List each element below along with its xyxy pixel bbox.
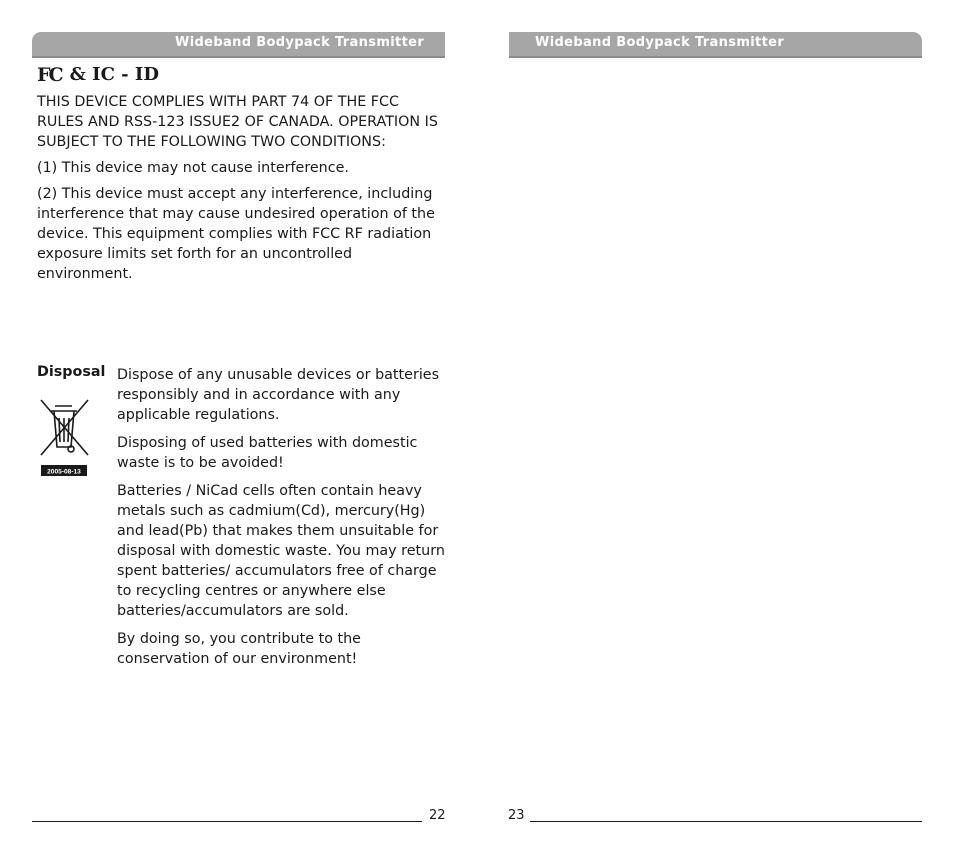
left-page-header: Wideband Bodypack Transmitter <box>32 32 445 58</box>
condition-1: (1) This device may not cause interference. <box>37 160 349 176</box>
crossed-out-wheelie-bin-icon <box>38 395 90 477</box>
right-page <box>477 0 954 849</box>
disposal-paragraph: Batteries / NiCad cells often contain heavy metals such as cadmium(Cd), mercury(Hg) and lead(Pb) that makes them unsuitable for disposal with domestic waste. You may return spent batteries/ accumulators free of charge to recycling centres or anywhere else batteries/accumulators are sold. <box>117 483 445 619</box>
page-number: 23 <box>508 808 525 823</box>
footer-rule <box>530 821 922 822</box>
disposal-paragraph: Dispose of any unusable devices or batteries responsibly and in accordance with any applicable regulations. <box>117 367 440 423</box>
disposal-paragraph: By doing so, you contribute to the conservation of our environment! <box>117 631 361 667</box>
fcc-logo-icon: FC <box>37 64 62 86</box>
disposal-text <box>117 365 447 669</box>
disposal-paragraph: Disposing of used batteries with domestic waste is to be avoided! <box>117 435 418 471</box>
condition-2: (2) This device must accept any interference, including interference that may cause undesired operation of the device. This equipment complies with FCC RF radiation exposure limits set forth for an uncontrolled environment. <box>37 186 435 282</box>
disposal-label: Disposal <box>37 364 106 380</box>
footer-rule <box>32 821 422 822</box>
bin-date-label: 2005-08-13 <box>47 468 81 476</box>
page-number: 22 <box>429 808 446 823</box>
compliance-paragraph: THIS DEVICE COMPLIES WITH PART 74 OF THE FCC RULES AND RSS-123 ISSUE2 OF CANADA. OPERATION IS SUBJECT TO THE FOLLOWING TWO CONDITIONS: <box>37 94 438 150</box>
compliance-text <box>37 92 447 284</box>
right-page-header: Wideband Bodypack Transmitter <box>509 32 922 58</box>
section-title: & IC - ID <box>69 64 159 85</box>
fcc-ic-title <box>37 64 159 86</box>
